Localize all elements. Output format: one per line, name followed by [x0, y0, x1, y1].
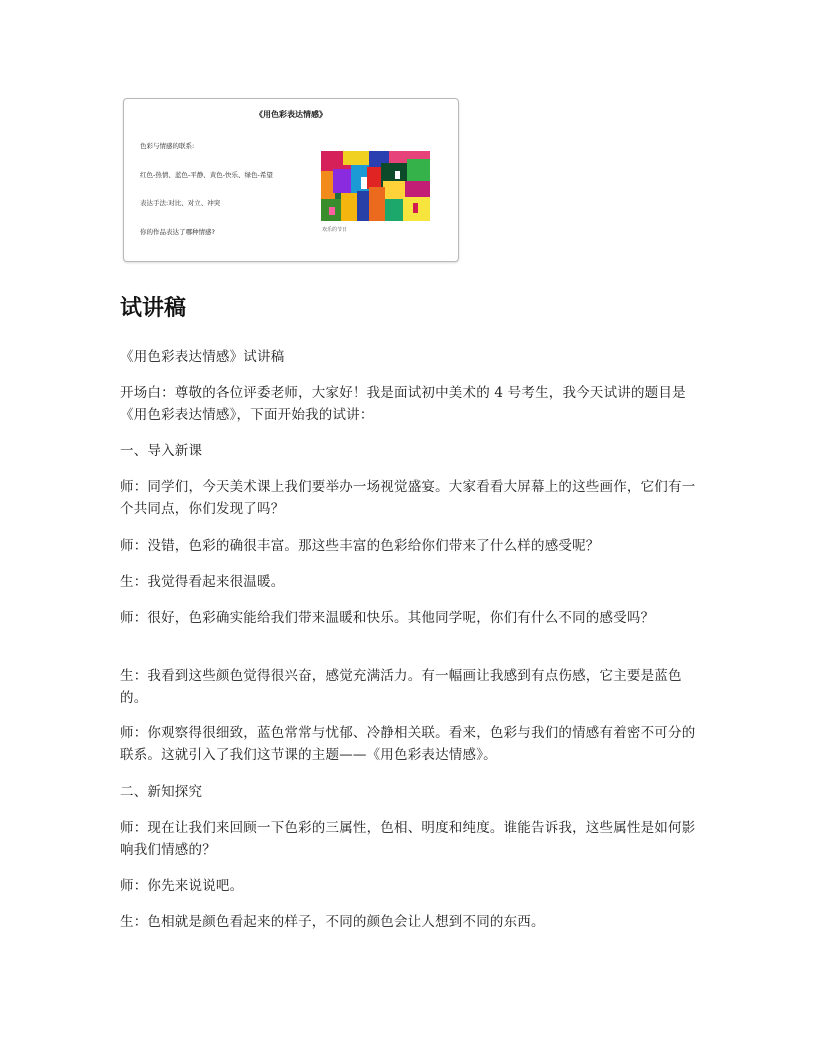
document-heading: 试讲稿: [120, 296, 187, 321]
paragraph: 生：我看到这些颜色觉得很兴奋，感觉充满活力。有一幅画让我感到有点伤感，它主要是蓝色的。: [120, 668, 682, 706]
paragraph: 师：没错，色彩的确很丰富。那这些丰富的色彩给你们带来了什么样的感受呢？: [120, 538, 600, 554]
slide-thumbnail: [123, 98, 459, 262]
paragraph: 师：很好，色彩确实能给我们带来温暖和快乐。其他同学呢，你们有什么不同的感受吗？: [120, 610, 655, 626]
painting-image: [321, 151, 430, 221]
paragraph: 师：同学们，今天美术课上我们要举办一场视觉盛宴。大家看看大屏幕上的这些画作，它们有一个共同点，你们发现了吗？: [120, 479, 696, 517]
paragraph: 《用色彩表达情感》试讲稿: [120, 349, 285, 365]
slide-text-line: 表达手法:对比、对立、冲突: [140, 199, 221, 207]
paragraph: 生：色相就是颜色看起来的样子，不同的颜色会让人想到不同的东西。: [120, 914, 545, 930]
slide-text-line: 红色-热情、蓝色-平静、黄色-快乐、绿色-希望: [140, 171, 273, 179]
paragraph: 师：你观察得很细致，蓝色常常与忧郁、冷静相关联。看来，色彩与我们的情感有着密不可分的联系。这就引入了我们这节课的主题——《用色彩表达情感》。: [120, 725, 696, 763]
paragraph: 生：我觉得看起来很温暖。: [120, 574, 285, 590]
slide-title: 《用色彩表达情感》: [255, 110, 327, 119]
slide-text-line: 色彩与情感的联系:: [140, 142, 195, 150]
paragraph: 师：你先来说说吧。: [120, 878, 244, 894]
section-heading: 一、导入新课: [120, 443, 203, 459]
paragraph: 开场白：尊敬的各位评委老师，大家好！我是面试初中美术的 4 号考生，我今天试讲的题目是《用色彩表达情感》，下面开始我的试讲：: [120, 385, 686, 423]
slide-text-line: 你的作品表达了哪种情感?: [140, 228, 215, 236]
section-heading: 二、新知探究: [120, 784, 203, 800]
paragraph: 师：现在让我们来回顾一下色彩的三属性，色相、明度和纯度。谁能告诉我，这些属性是如何影响我们情感的？: [120, 820, 696, 858]
painting-caption: 欢乐的节日: [322, 227, 348, 233]
